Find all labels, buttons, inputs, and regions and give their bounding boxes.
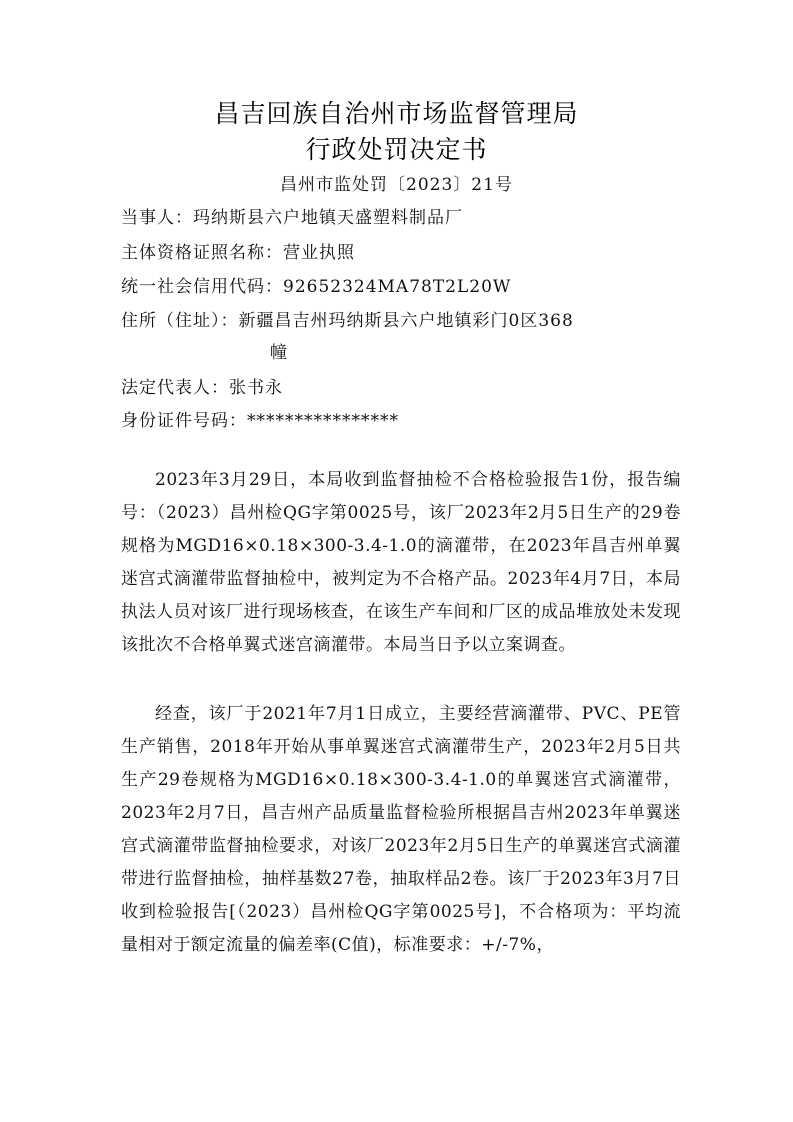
document-number: 昌州市监处罚〔2023〕21号 — [280, 175, 513, 195]
document-title-type: 行政处罚决定书 — [305, 135, 488, 164]
party-legal-representative: 法定代表人：张书永 — [121, 378, 283, 398]
party-address: 住所（住址）：新疆昌吉州玛纳斯县六户地镇彩门0区368 — [121, 311, 574, 331]
party-credit-code: 统一社会信用代码：92652324MA78T2L20W — [121, 277, 512, 297]
party-name: 当事人：玛纳斯县六户地镇天盛塑料制品厂 — [121, 208, 463, 228]
party-id-number: 身份证件号码：**************** — [121, 411, 399, 431]
document-title-authority: 昌吉回族自治州市场监督管理局 — [214, 99, 579, 128]
party-address-continued: 幢 — [270, 343, 288, 363]
body-paragraph-1: 2023年3月29日，本局收到监督抽检不合格检验报告1份，报告编号：（2023）昌州检QG字第0025号，该厂2023年2月5日生产的29卷规格为MGD16×0.18×300-3.4-1.0的滴灌带，在2023年昌吉州单翼迷宫式滴灌带监督抽检中，被判定为不合格产品。2023年4月7日，本局执法人员对该厂进行现场核查，在该生产车间和厂区的成品堆放处未发现该批次不合格单翼式迷宫滴灌带。本局当日予以立案调查。 — [121, 470, 681, 655]
body-paragraph-2: 经查，该厂于2021年7月1日成立，主要经营滴灌带、PVC、PE管生产销售，2018年开始从事单翼迷宫式滴灌带生产，2023年2月5日共生产29卷规格为MGD16×0.18×300-3.4-1.0的单翼迷宫式滴灌带，2023年2月7日，昌吉州产品质量监督检验所根据昌吉州2023年单翼迷宫式滴灌带监督抽检要求，对该厂2023年2月5日生产的单翼迷宫式滴灌带进行监督抽检，抽样基数27卷，抽取样品2卷。该厂于2023年3月7日收到检验报告[（2023）昌州检QG字第0025号]，不合格项为：平均流量相对于额定流量的偏差率(C值)，标准要求：+/-7%， — [121, 704, 681, 955]
party-license: 主体资格证照名称：营业执照 — [121, 243, 355, 263]
